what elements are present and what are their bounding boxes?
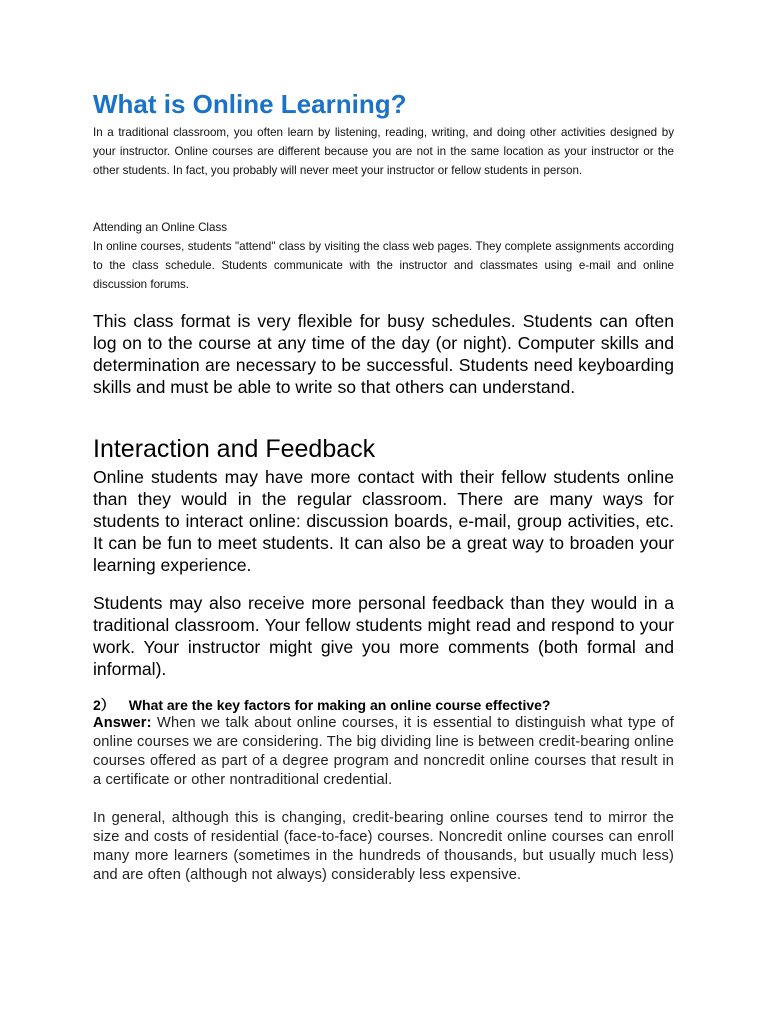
flexible-paragraph: This class format is very flexible for busy schedules. Students can often log on to the course at any time of the day (or night). Computer skills and determination are necessary to be successful. Students need keyboarding skills and must be able to write so that others can understand. bbox=[93, 311, 674, 397]
interaction-paragraph-2: Students may also receive more personal feedback than they would in a traditional classroom. Your fellow students might read and respond to your work. Your instructor might give you more comments (both formal and informal). bbox=[93, 593, 674, 679]
attending-paragraph: In online courses, students "attend" class by visiting the class web pages. They complete assignments according to the class schedule. Students communicate with the instructor and classmates using e-mail and online discussion forums. bbox=[93, 240, 674, 291]
interaction-paragraph-1: Online students may have more contact with their fellow students online than they would in the regular classroom. There are many ways for students to interact online: discussion boards, e-mail, group activities, etc. It can be fun to meet students. It can also be a great way to broaden your learning experience. bbox=[93, 467, 674, 575]
answer-text-1: When we talk about online courses, it is essential to distinguish what type of online courses we are considering. The big dividing line is between credit-bearing online courses offered as part of a degree program and noncredit online courses that result in a certificate or other nontraditional credential. bbox=[93, 715, 674, 788]
question-heading bbox=[93, 696, 550, 714]
intro-paragraph: In a traditional classroom, you often learn by listening, reading, writing, and doing other activities designed by your instructor. Online courses are different because you are not in the same location as your instructor or the other students. In fact, you probably will never meet your instructor or fellow students in person. bbox=[93, 126, 674, 177]
answer-paragraph-2: In general, although this is changing, credit-bearing online courses tend to mirror the size and costs of residential (face-to-face) courses. Noncredit online courses can enroll many more learners (sometimes in the hundreds of thousands, but usually much less) and are often (although not always) considerably less expensive. bbox=[93, 810, 674, 883]
interaction-heading: Interaction and Feedback bbox=[93, 435, 376, 463]
page-title: What is Online Learning? bbox=[93, 89, 407, 119]
answer-paragraph-1 bbox=[93, 714, 674, 790]
answer-label: Answer: bbox=[93, 715, 152, 731]
question-number: 2） bbox=[93, 697, 115, 713]
question-text: What are the key factors for making an online course effective? bbox=[128, 697, 551, 713]
attending-label: Attending an Online Class bbox=[93, 221, 228, 234]
